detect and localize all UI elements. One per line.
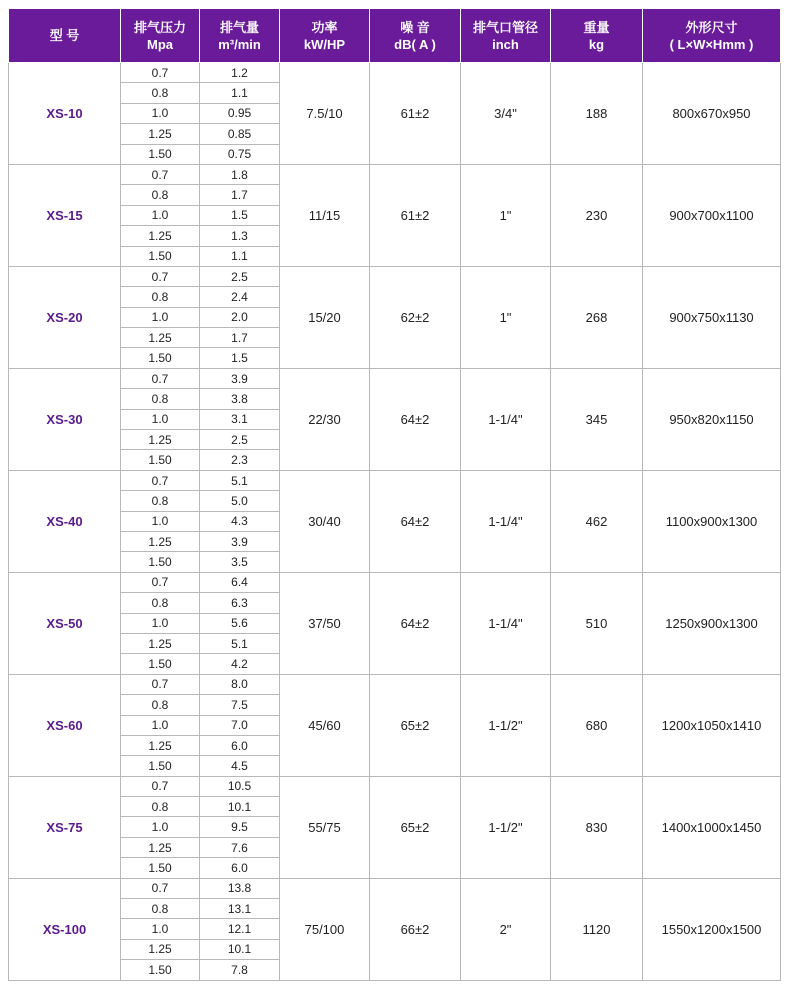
- pressure-cell: 1.0: [121, 103, 200, 123]
- table-row: [9, 878, 781, 898]
- flow-cell: 7.0: [200, 715, 280, 735]
- pressure-cell: 1.50: [121, 450, 200, 470]
- pressure-cell: 1.25: [121, 633, 200, 653]
- pressure-cell: 0.7: [121, 878, 200, 898]
- table-row: [9, 776, 781, 796]
- flow-cell: 1.7: [200, 328, 280, 348]
- flow-cell: 2.4: [200, 287, 280, 307]
- flow-cell: 5.6: [200, 613, 280, 633]
- header-weight: 重量 kg: [551, 9, 643, 63]
- flow-cell: 1.7: [200, 185, 280, 205]
- table-row: [9, 674, 781, 694]
- power-cell: 55/75: [280, 776, 370, 878]
- model-cell: XS-75: [9, 776, 121, 878]
- dimensions-cell: 950x820x1150: [643, 368, 781, 470]
- flow-cell: 5.0: [200, 491, 280, 511]
- pressure-cell: 0.8: [121, 593, 200, 613]
- pressure-cell: 1.25: [121, 430, 200, 450]
- outlet-cell: 1-1/4": [461, 470, 551, 572]
- dimensions-cell: 1100x900x1300: [643, 470, 781, 572]
- weight-cell: 230: [551, 164, 643, 266]
- flow-cell: 5.1: [200, 633, 280, 653]
- power-cell: 15/20: [280, 266, 370, 368]
- flow-cell: 6.4: [200, 572, 280, 592]
- pressure-cell: 0.7: [121, 572, 200, 592]
- pressure-cell: 0.8: [121, 83, 200, 103]
- pressure-cell: 0.8: [121, 899, 200, 919]
- pressure-cell: 1.25: [121, 328, 200, 348]
- pressure-cell: 1.25: [121, 939, 200, 959]
- pressure-cell: 0.8: [121, 287, 200, 307]
- noise-cell: 65±2: [370, 776, 461, 878]
- flow-cell: 2.5: [200, 430, 280, 450]
- flow-cell: 13.1: [200, 899, 280, 919]
- pressure-cell: 1.0: [121, 409, 200, 429]
- pressure-cell: 1.0: [121, 919, 200, 939]
- outlet-cell: 3/4": [461, 63, 551, 165]
- flow-cell: 1.8: [200, 164, 280, 184]
- flow-cell: 2.3: [200, 450, 280, 470]
- noise-cell: 61±2: [370, 164, 461, 266]
- pressure-cell: 1.50: [121, 960, 200, 980]
- pressure-cell: 1.0: [121, 613, 200, 633]
- outlet-cell: 1-1/2": [461, 776, 551, 878]
- flow-cell: 1.1: [200, 246, 280, 266]
- dimensions-cell: 1250x900x1300: [643, 572, 781, 674]
- power-cell: 37/50: [280, 572, 370, 674]
- table-row: [9, 63, 781, 83]
- pressure-cell: 1.0: [121, 511, 200, 531]
- flow-cell: 6.3: [200, 593, 280, 613]
- pressure-cell: 1.50: [121, 348, 200, 368]
- pressure-cell: 1.0: [121, 817, 200, 837]
- table-row: [9, 470, 781, 490]
- flow-cell: 3.5: [200, 552, 280, 572]
- pressure-cell: 1.0: [121, 307, 200, 327]
- table-row: [9, 572, 781, 592]
- header-dimensions: 外形尺寸 ( L×W×Hmm ): [643, 9, 781, 63]
- pressure-cell: 1.0: [121, 205, 200, 225]
- outlet-cell: 1": [461, 266, 551, 368]
- noise-cell: 64±2: [370, 470, 461, 572]
- flow-cell: 0.95: [200, 103, 280, 123]
- outlet-cell: 1-1/2": [461, 674, 551, 776]
- flow-cell: 7.6: [200, 837, 280, 857]
- pressure-cell: 1.50: [121, 654, 200, 674]
- weight-cell: 462: [551, 470, 643, 572]
- flow-cell: 1.2: [200, 63, 280, 83]
- flow-cell: 3.9: [200, 368, 280, 388]
- table-row: [9, 266, 781, 286]
- pressure-cell: 0.7: [121, 63, 200, 83]
- dimensions-cell: 900x750x1130: [643, 266, 781, 368]
- power-cell: 45/60: [280, 674, 370, 776]
- noise-cell: 64±2: [370, 368, 461, 470]
- pressure-cell: 1.50: [121, 246, 200, 266]
- flow-cell: 4.5: [200, 756, 280, 776]
- flow-cell: 7.8: [200, 960, 280, 980]
- model-cell: XS-20: [9, 266, 121, 368]
- pressure-cell: 1.50: [121, 858, 200, 878]
- pressure-cell: 0.7: [121, 470, 200, 490]
- model-cell: XS-100: [9, 878, 121, 980]
- flow-cell: 10.5: [200, 776, 280, 796]
- flow-cell: 2.0: [200, 307, 280, 327]
- flow-cell: 1.5: [200, 205, 280, 225]
- weight-cell: 345: [551, 368, 643, 470]
- header-power: 功率 kW/HP: [280, 9, 370, 63]
- dimensions-cell: 900x700x1100: [643, 164, 781, 266]
- flow-cell: 3.1: [200, 409, 280, 429]
- flow-cell: 4.3: [200, 511, 280, 531]
- flow-cell: 3.8: [200, 389, 280, 409]
- header-flow: 排气量 m³/min: [200, 9, 280, 63]
- outlet-cell: 1-1/4": [461, 572, 551, 674]
- pressure-cell: 1.50: [121, 552, 200, 572]
- pressure-cell: 0.8: [121, 389, 200, 409]
- flow-cell: 10.1: [200, 939, 280, 959]
- dimensions-cell: 1200x1050x1410: [643, 674, 781, 776]
- flow-cell: 0.75: [200, 144, 280, 164]
- outlet-cell: 1-1/4": [461, 368, 551, 470]
- flow-cell: 3.9: [200, 531, 280, 551]
- table-row: [9, 368, 781, 388]
- flow-cell: 10.1: [200, 797, 280, 817]
- weight-cell: 830: [551, 776, 643, 878]
- weight-cell: 1120: [551, 878, 643, 980]
- power-cell: 30/40: [280, 470, 370, 572]
- model-cell: XS-50: [9, 572, 121, 674]
- pressure-cell: 0.8: [121, 185, 200, 205]
- model-cell: XS-40: [9, 470, 121, 572]
- model-cell: XS-30: [9, 368, 121, 470]
- pressure-cell: 1.50: [121, 144, 200, 164]
- noise-cell: 61±2: [370, 63, 461, 165]
- pressure-cell: 1.25: [121, 735, 200, 755]
- flow-cell: 2.5: [200, 266, 280, 286]
- model-cell: XS-15: [9, 164, 121, 266]
- flow-cell: 0.85: [200, 124, 280, 144]
- pressure-cell: 0.7: [121, 266, 200, 286]
- weight-cell: 268: [551, 266, 643, 368]
- power-cell: 11/15: [280, 164, 370, 266]
- outlet-cell: 1": [461, 164, 551, 266]
- pressure-cell: 0.8: [121, 491, 200, 511]
- flow-cell: 1.1: [200, 83, 280, 103]
- pressure-cell: 1.25: [121, 837, 200, 857]
- pressure-cell: 0.7: [121, 674, 200, 694]
- spec-table-body: [9, 63, 781, 981]
- flow-cell: 13.8: [200, 878, 280, 898]
- weight-cell: 510: [551, 572, 643, 674]
- noise-cell: 65±2: [370, 674, 461, 776]
- weight-cell: 680: [551, 674, 643, 776]
- flow-cell: 1.5: [200, 348, 280, 368]
- pressure-cell: 1.25: [121, 124, 200, 144]
- flow-cell: 1.3: [200, 226, 280, 246]
- power-cell: 7.5/10: [280, 63, 370, 165]
- pressure-cell: 0.8: [121, 797, 200, 817]
- pressure-cell: 0.7: [121, 368, 200, 388]
- spec-table: [8, 8, 781, 981]
- noise-cell: 62±2: [370, 266, 461, 368]
- table-row: [9, 164, 781, 184]
- header-row: [9, 9, 781, 63]
- pressure-cell: 0.7: [121, 776, 200, 796]
- dimensions-cell: 1550x1200x1500: [643, 878, 781, 980]
- flow-cell: 5.1: [200, 470, 280, 490]
- dimensions-cell: 1400x1000x1450: [643, 776, 781, 878]
- power-cell: 75/100: [280, 878, 370, 980]
- flow-cell: 4.2: [200, 654, 280, 674]
- flow-cell: 12.1: [200, 919, 280, 939]
- outlet-cell: 2": [461, 878, 551, 980]
- pressure-cell: 0.8: [121, 695, 200, 715]
- flow-cell: 8.0: [200, 674, 280, 694]
- header-outlet: 排气口管径 inch: [461, 9, 551, 63]
- flow-cell: 6.0: [200, 858, 280, 878]
- flow-cell: 9.5: [200, 817, 280, 837]
- noise-cell: 64±2: [370, 572, 461, 674]
- pressure-cell: 1.0: [121, 715, 200, 735]
- pressure-cell: 1.50: [121, 756, 200, 776]
- flow-cell: 7.5: [200, 695, 280, 715]
- pressure-cell: 1.25: [121, 531, 200, 551]
- model-cell: XS-10: [9, 63, 121, 165]
- power-cell: 22/30: [280, 368, 370, 470]
- flow-cell: 6.0: [200, 735, 280, 755]
- noise-cell: 66±2: [370, 878, 461, 980]
- header-pressure: 排气压力 Mpa: [121, 9, 200, 63]
- model-cell: XS-60: [9, 674, 121, 776]
- weight-cell: 188: [551, 63, 643, 165]
- pressure-cell: 1.25: [121, 226, 200, 246]
- header-model: 型 号: [9, 9, 121, 63]
- pressure-cell: 0.7: [121, 164, 200, 184]
- dimensions-cell: 800x670x950: [643, 63, 781, 165]
- header-noise: 噪 音 dB( A ): [370, 9, 461, 63]
